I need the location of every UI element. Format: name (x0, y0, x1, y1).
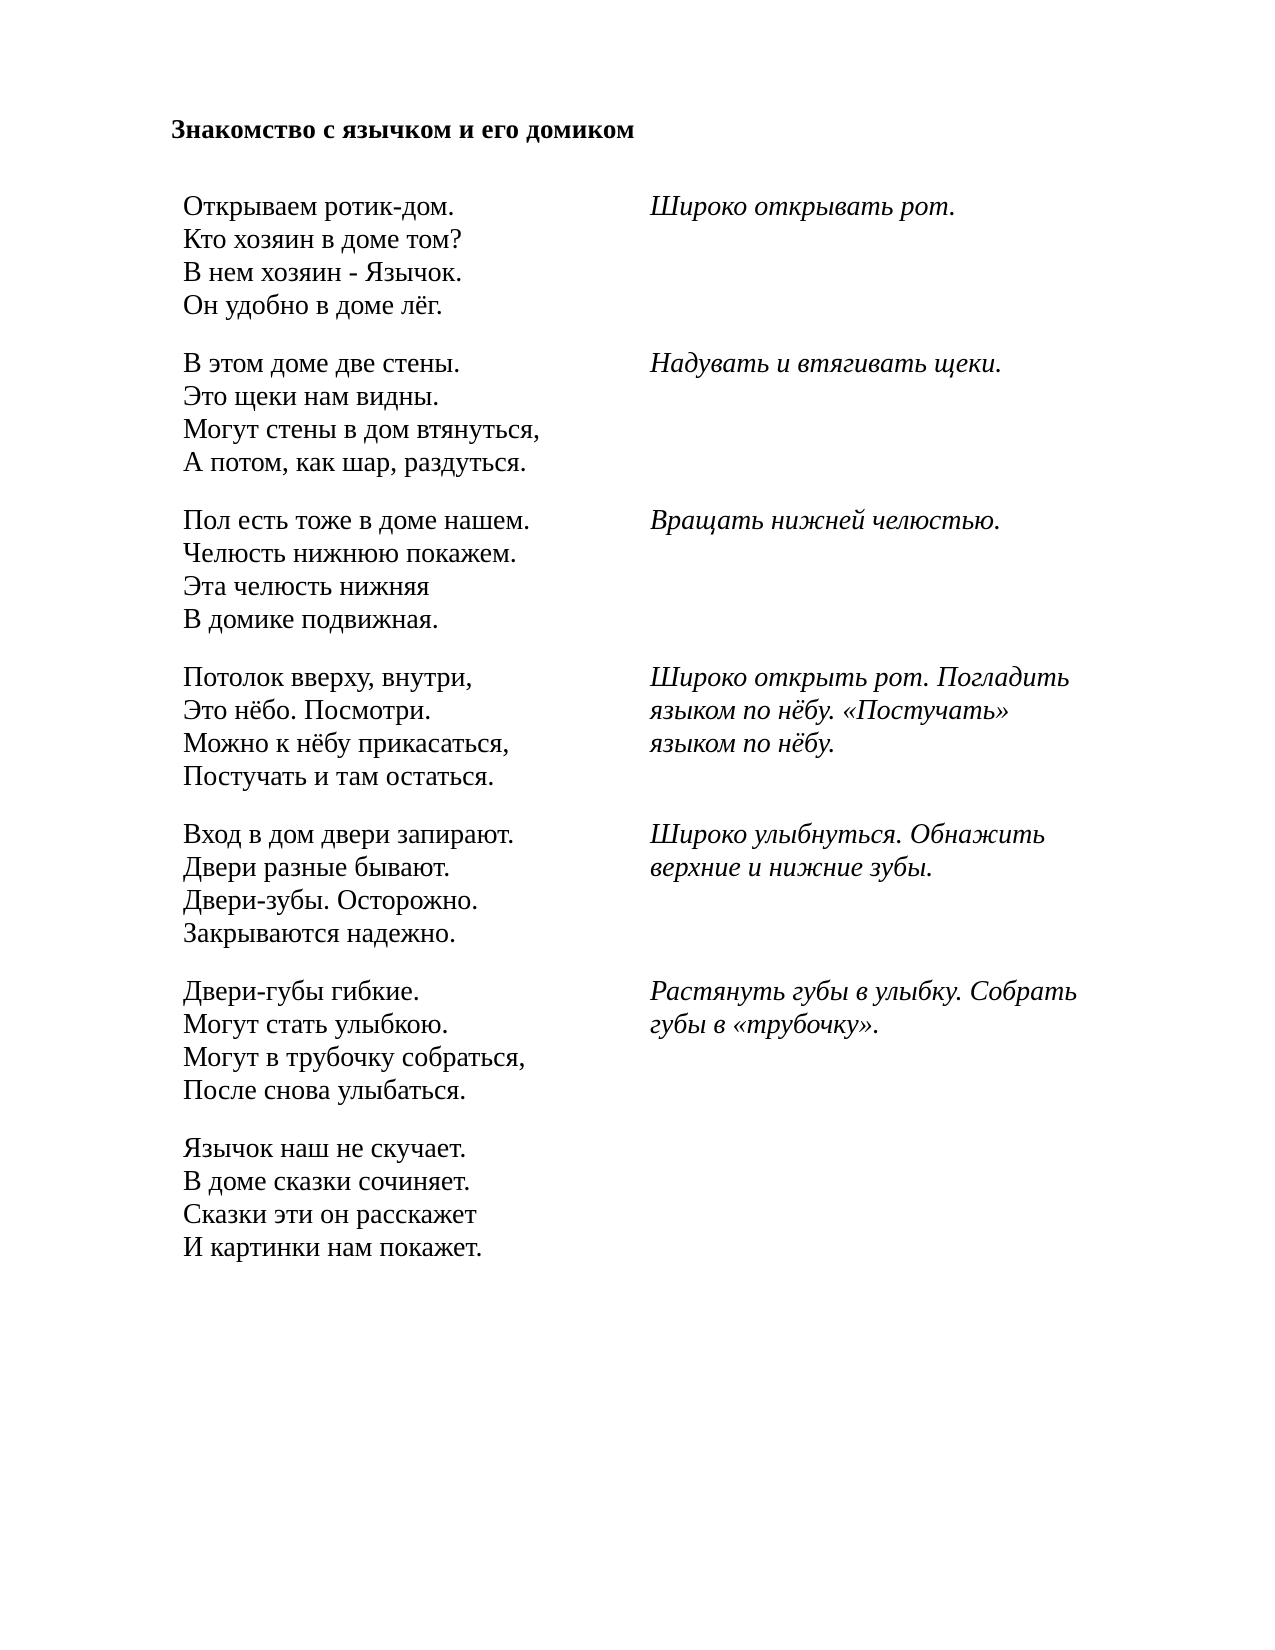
instruction-line: губы в «трубочку». (650, 1009, 880, 1040)
instruction-line: языком по нёбу. (650, 728, 836, 759)
instruction-line: Широко открывать рот. (650, 191, 957, 222)
verse-line: Могут в трубочку собраться, (183, 1042, 526, 1073)
instruction (650, 347, 1120, 380)
verse-line: Язычок наш не скучает. (183, 1133, 467, 1164)
instruction-line: языком по нёбу. «Постучать» (650, 695, 1010, 726)
verse-line: После снова улыбаться. (183, 1075, 467, 1106)
verse (183, 975, 650, 1107)
page-title: Знакомство с язычком и его домиком (171, 114, 635, 144)
verse-line: Двери-зубы. Осторожно. (183, 885, 479, 916)
verse-line: Вход в дом двери запирают. (183, 819, 515, 850)
verse-line: И картинки нам покажет. (183, 1232, 483, 1263)
instruction-line: верхние и нижние зубы. (650, 852, 934, 883)
verse-line: В доме сказки сочиняет. (183, 1166, 471, 1197)
instruction (650, 504, 1120, 537)
instruction-line: Широко открыть рот. Погладить (650, 662, 1070, 693)
verse-line: Двери разные бывают. (183, 852, 451, 883)
instruction (650, 818, 1120, 884)
stanza-row (183, 661, 1275, 793)
verse-line: Открываем ротик-дом. (183, 191, 455, 222)
instruction-line: Растянуть губы в улыбку. Собрать (650, 976, 1078, 1007)
stanza-list (183, 190, 1275, 1264)
verse-line: Потолок вверху, внутри, (183, 662, 473, 693)
verse-line: Могут стены в дом втянуться, (183, 414, 541, 445)
verse-line: В домике подвижная. (183, 604, 439, 635)
stanza-row (183, 975, 1275, 1107)
instruction-line: Вращать нижней челюстью. (650, 505, 1001, 536)
verse (183, 1132, 650, 1264)
instruction (650, 975, 1120, 1041)
verse-line: Могут стать улыбкою. (183, 1009, 449, 1040)
verse-line: Сказки эти он расскажет (183, 1199, 477, 1230)
verse (183, 504, 650, 636)
verse (183, 661, 650, 793)
stanza-row (183, 190, 1275, 322)
verse-line: Двери-губы гибкие. (183, 976, 420, 1007)
verse (183, 818, 650, 950)
instruction (650, 661, 1120, 760)
stanza-row (183, 818, 1275, 950)
instruction-line: Надувать и втягивать щеки. (650, 348, 1003, 379)
verse-line: В нем хозяин - Язычок. (183, 257, 463, 288)
verse (183, 347, 650, 479)
instruction (650, 190, 1120, 223)
verse-line: Закрываются надежно. (183, 918, 456, 949)
verse-line: Эта челюсть нижняя (183, 571, 430, 602)
stanza-row (183, 504, 1275, 636)
instruction-line: Широко улыбнуться. Обнажить (650, 819, 1046, 850)
stanza-row (183, 1132, 1275, 1264)
stanza-row (183, 347, 1275, 479)
verse-line: Это щеки нам видны. (183, 381, 440, 412)
verse-line: Челюсть нижнюю покажем. (183, 538, 517, 569)
verse-line: Кто хозяин в доме том? (183, 224, 462, 255)
verse-line: Это нёбо. Посмотри. (183, 695, 432, 726)
verse (183, 190, 650, 322)
verse-line: Постучать и там остаться. (183, 761, 495, 792)
verse-line: Можно к нёбу прикасаться, (183, 728, 510, 759)
verse-line: Пол есть тоже в доме нашем. (183, 505, 531, 536)
verse-line: В этом доме две стены. (183, 348, 461, 379)
verse-line: А потом, как шар, раздуться. (183, 447, 527, 478)
verse-line: Он удобно в доме лёг. (183, 290, 443, 321)
